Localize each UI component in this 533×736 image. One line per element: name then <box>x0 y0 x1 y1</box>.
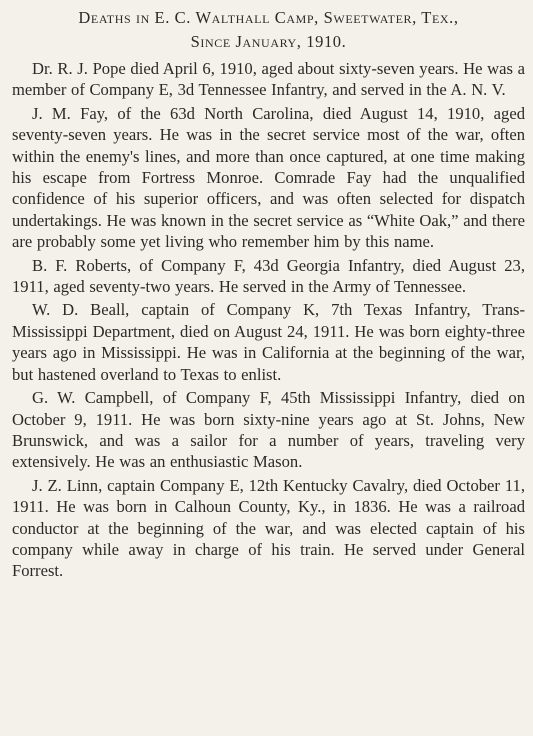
obituary-entry-linn: J. Z. Linn, captain Company E, 12th Kentucky Cavalry, died October 11, 1911. He was born in Calhoun County, Ky., in 1836. He was a railroad conductor at the beginning of the war, and was elected captain of his company while away in charge of his train. He served under General Forrest. <box>12 475 525 581</box>
obituary-entry-beall: W. D. Beall, captain of Company K, 7th Texas Infantry, Trans-Mississippi Department, died on August 24, 1911. He was born eighty-three years ago in Mississippi. He was in California at the beginning of the war, but hastened overland to Texas to enlist. <box>12 300 525 384</box>
heading-line-1: Deaths in E. C. Walthall Camp, Sweetwater, Tex., <box>78 8 459 27</box>
page-heading <box>12 6 525 54</box>
obituary-entry-pope: Dr. R. J. Pope died April 6, 1910, aged about sixty-seven years. He was a member of Company E, 3d Tennessee Infantry, and served in the A. N. V. <box>12 59 525 100</box>
obituary-entry-roberts: B. F. Roberts, of Company F, 43d Georgia Infantry, died August 23, 1911, aged seventy-two years. He served in the Army of Tennessee. <box>12 255 525 297</box>
obituary-entry-fay: J. M. Fay, of the 63d North Carolina, died August 14, 1910, aged seventy-seven years. He was in the secret service most of the war, often within the enemy's lines, and more than once captured, at one time making his escape from Fortress Monroe. Comrade Fay had the unqualified confidence of his superior officers, and was often selected for dispatch undertakings. He was known in the secret service as “White Oak,” and there are probably some yet living who remember him by this name. <box>12 103 525 252</box>
heading-line-2: Since January, 1910. <box>190 32 347 51</box>
obituary-entry-campbell: G. W. Campbell, of Company F, 45th Mississippi Infantry, died on October 9, 1911. He was born sixty-nine years ago at St. Johns, New Brunswick, and was a sailor for a number of years, traveling very extensively. He was an enthusiastic Mason. <box>12 388 525 472</box>
